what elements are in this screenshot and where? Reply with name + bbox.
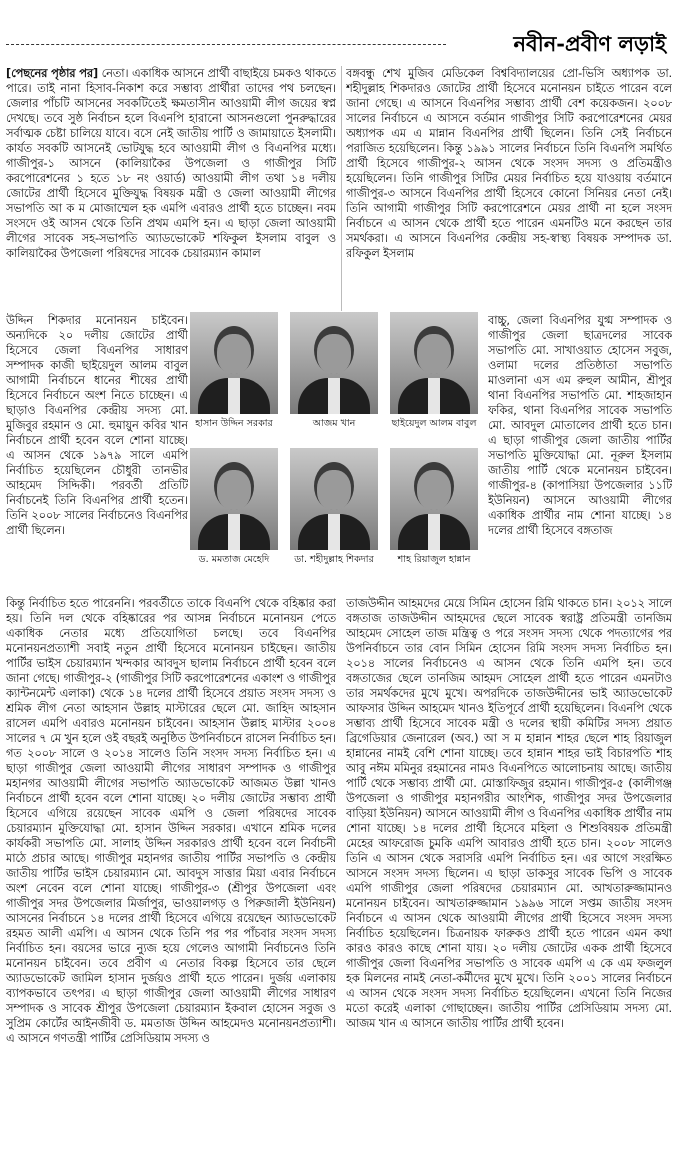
left-column-bottom: [6, 596, 336, 1170]
photo-caption: হাসান উদ্দিন সরকার: [195, 418, 273, 429]
photo-card: [290, 312, 378, 430]
photo-caption: ডা. শহীদুল্লাহ শিকদার: [294, 554, 374, 565]
article-text-left-top: নেতা। একাধিক আসনে প্রার্থী বাছাইয়ে চমকও থাকতে পারে। তাই নানা হিসাব-নিকাশ করে সম্ভাব্য প্রার্থীরা তাদের পথ চলছেন। জেলার পাঁচটি আসনের সবকটিতেই ক্ষমতাসীন আওয়ামী লীগ জয়ের স্বপ্ন দেখছে। তবে সুষ্ঠ নির্বাচন হলে বিএনপি হারানো আসনগুলো পুনরুদ্ধারের সর্বাত্মক চেষ্টা চালিয়ে যাবে। বসে নেই জাতীয় পার্টি ও জামায়াতে ইসলামী। কার্যত সবকটি আসনেই ভোটযুদ্ধ হবে আওয়ামী লীগ ও বিএনপির মধ্যে। গাজীপুর-১ আসনে (কালিয়াকৈর উপজেলা ও গাজীপুর সিটি করপোরেশনের ১ হতে ১৮ নং ওয়ার্ড) আওয়ামী লীগ তথা ১৪ দলীয় জোটের প্রার্থী হিসেবে মুক্তিযুদ্ধ বিষয়ক মন্ত্রী ও জেলা আওয়ামী লীগের সভাপতি আ ক ম মোজাম্মেল হক এমপি এবারও প্রার্থী হতে চাচ্ছেন। নবম সংসদে ওই আসন থেকে তিনি প্রথম এমপি হন। এ ছাড়া জেলা আওয়ামী লীগের সাবেক সহ-সভাপতি অ্যাডভোকেট শফিকুল ইসলাম বাবুল ও কালিয়াকৈর উপজেলা পরিষদের সাবেক চেয়ারম্যান কামাল: [6, 67, 336, 260]
headline-rule: [6, 44, 446, 45]
photo-caption: শাহ রিয়াজুল হান্নান: [397, 554, 471, 565]
photo-card: [190, 448, 278, 566]
photo-caption: ড. মমতাজ মেহেদি: [198, 554, 270, 565]
portrait-photo: [290, 312, 378, 414]
portrait-photo: [390, 448, 478, 550]
right-column-bottom: [346, 596, 672, 1170]
headline-bar: [6, 30, 672, 58]
column-divider: [341, 66, 342, 311]
portrait-photo: [190, 312, 278, 414]
left-column-top: [6, 66, 336, 313]
portrait-photo: [290, 448, 378, 550]
photo-card: [390, 312, 478, 430]
headline: নবীন-প্রবীণ লড়াই: [505, 30, 666, 58]
right-column-top: [346, 66, 672, 313]
portrait-photo: [390, 312, 478, 414]
left-column-middle: [6, 313, 188, 596]
photo-card: [290, 448, 378, 566]
photo-card: [390, 448, 478, 566]
photo-caption: আজম খান: [312, 418, 356, 429]
photo-grid: [190, 312, 480, 576]
article-text-right-top: বঙ্গবন্ধু শেখ মুজিব মেডিকেল বিশ্ববিদ্যালয়ের প্রো-ভিসি অধ্যাপক ডা. শহীদুল্লাহ শিকদারও জোটের প্রার্থী হিসেবে মনোনয়ন চাইতে পারেন বলে জানা গেছে। এ আসনে বিএনপির সম্ভাব্য প্রার্থী বেশ কয়েকজন। ২০০৮ সালের নির্বাচনে এ আসনে বর্তমান গাজীপুর সিটি করপোরেশনের মেয়র অধ্যাপক এম এ মান্নান বিএনপির প্রার্থী ছিলেন। তিনি সেই নির্বাচনে পরাজিত হয়েছিলেন। কিন্তু ১৯৯১ সালের নির্বাচনে তিনি বিএনপি সমর্থিত প্রার্থী হিসেবে গাজীপুর-২ আসন থেকে সংসদ সদস্য ও প্রতিমন্ত্রীও হয়েছিলেন। তিনি গাজীপুর সিটির মেয়র নির্বাচিত হয়ে যাওয়ায় বর্তমানে গাজীপুর-৩ আসনে বিএনপির প্রার্থী হিসেবে কোনো সিনিয়র নেতা নেই। তিনি আগামী গাজীপুর সিটি করপোরেশনে মেয়র প্রার্থী না হলে সংসদ নির্বাচনে এ আসন থেকে প্রার্থী হতে পারেন এমনটিও মনে করছেন তার সমর্থকরা। এ আসনে বিএনপির কেন্দ্রীয় সহ-স্বাস্থ্য বিষয়ক সম্পাদক ডা. রফিকুল ইসলাম: [346, 67, 672, 260]
article-text-left-middle: উদ্দিন শিকদার মনোনয়ন চাইবেন। অন্যদিকে ২০ দলীয় জোটের প্রার্থী হিসেবে জেলা বিএনপির সাধারণ সম্পাদক কাজী ছাইয়েদুল আলম বাবুল আগামী নির্বাচনে ধানের শীষের প্রার্থী হিসেবে নির্বাচনে অংশ নিতে চাচ্ছেন। এ ছাড়াও বিএনপির কেন্দ্রীয় সদস্য মো. মুজিবুর রহমান ও মো. হুমায়ুন কবির খান নির্বাচনে প্রার্থী হবেন বলে শোনা যাচ্ছে। এ আসন থেকে ১৯৭৯ সালে এমপি নির্বাচিত হয়েছিলেন চৌধুরী তানভীর আহমেদ সিদ্দিকী। পরবর্তী প্রতিটি নির্বাচনেই তিনি বিএনপির প্রার্থী হতেন। তিনি ২০০৮ সালের নির্বাচনেও বিএনপির প্রার্থী ছিলেন।: [6, 314, 188, 537]
article-text-right-middle: বাচ্চু, জেলা বিএনপির যুগ্ম সম্পাদক ও গাজীপুর জেলা ছাত্রদলের সাবেক সভাপতি মো. সাখাওয়াত হোসেন সবুজ, ওলামা দলের প্রতিষ্ঠাতা সভাপতি মাওলানা এস এম রুহুল আমীন, শ্রীপুর থানা বিএনপির সভাপতি মো. শাহজাহান ফকির, থানা বিএনপির সাবেক সভাপতি মো. আবদুল মোতালেব প্রার্থী হতে চান। এ ছাড়া গাজীপুর জেলা জাতীয় পার্টির সভাপতি মুক্তিযোদ্ধা মো. নূরুল ইসলাম জাতীয় পার্টি থেকে মনোনয়ন চাইবেন। গাজীপুর-৪ (কাপাসিয়া উপজেলার ১১টি ইউনিয়ন) আসনে আওয়ামী লীগের একাধিক প্রার্থীর নাম শোনা যাচ্ছে। ১৪ দলের প্রার্থী হিসেবে বঙ্গতাজ: [488, 314, 672, 537]
article-text-left-bottom: কিন্তু নির্বাচিত হতে পারেননি। পরবর্তীতে তাকে বিএনপি থেকে বহিষ্কার করা হয়। তিনি দল থেকে বহিষ্কারের পর আসন্ন নির্বাচনে মনোনয়ন পেতে একাধিক নেতার মধ্যে প্রতিযোগিতা চলছে। তবে বিএনপির মনোনয়নপ্রত্যাশী সবাই নতুন প্রার্থী হিসেবে মনোনয়ন চাইছেন। জাতীয় পার্টির ভাইস চেয়ারম্যান খন্দকার আবদুস ছালাম নির্বাচনে প্রার্থী হবেন বলে জানা গেছে। গাজীপুর-২ (গাজীপুর সিটি করপোরেশনের একাংশ ও গাজীপুর ক্যান্টনমেন্ট এলাকা) থেকে ১৪ দলের প্রার্থী হিসেবে প্রয়াত সংসদ সদস্য ও শ্রমিক লীগ নেতা আহসান উল্লাহ মাস্টারের ছেলে মো. জাহিদ আহসান রাসেল এমপি এবারও মনোনয়ন চাইবেন। আহসান উল্লাহ মাস্টার ২০০৪ সালের ৭ মে খুন হলে ওই বছরই অনুষ্ঠিত উপনির্বাচনে রাসেল নির্বাচিত হন। গত ২০০৮ সালে ও ২০১৪ সালেও তিনি সংসদ সদস্য নির্বাচিত হন। এ ছাড়া গাজীপুর জেলা আওয়ামী লীগের সাধারণ সম্পাদক ও গাজীপুর মহানগর আওয়ামী লীগের সভাপতি অ্যাডভোকেট আজমত উল্লা খানও নির্বাচনে প্রার্থী হবেন বলে শোনা যাচ্ছে। ২০ দলীয় জোটের সম্ভাব্য প্রার্থী হিসেবে এগিয়ে রয়েছেন সাবেক এমপি ও জেলা পরিষদের সাবেক চেয়ারম্যান মুক্তিযোদ্ধা মো. হাসান উদ্দিন সরকার। এখানে শ্রমিক দলের কার্যকরী সভাপতি মো. সালাহ উদ্দিন সরকারও প্রার্থী হবেন বলে নির্বাচনী মাঠে প্রচার আছে। গাজীপুর মহানগর জাতীয় পার্টির সভাপতি ও কেন্দ্রীয় জাতীয় পার্টির ভাইস চেয়ারম্যান মো. আবদুস সাত্তার মিয়া এবার নির্বাচনে অংশ নেবেন বলে শোনা যাচ্ছে। গাজীপুর-৩ (শ্রীপুর উপজেলা এবং গাজীপুর সদর উপজেলার মির্জাপুর, ভাওয়ালগড় ও পিরুজালী ইউনিয়ন) আসনের নির্বাচনে ১৪ দলের প্রার্থী হিসেবে এগিয়ে রয়েছেন অ্যাডভোকেট রহমত আলী এমপি। এ আসন থেকে তিনি পর পর পাঁচবার সংসদ সদস্য নির্বাচিত হন। বয়সের ভারে ন্যুজ হয়ে গেলেও আগামী নির্বাচনেও তিনি মনোনয়ন চাইবেন। তবে প্রবীণ এ নেতার বিকল্প হিসেবে তার ছেলে অ্যাডভোকেট জামিল হাসান দুর্জয়ও প্রার্থী হতে পারেন। দুর্জয় এলাকায় ব্যাপকভাবে তৎপর। এ ছাড়া গাজীপুর জেলা আওয়ামী লীগের সাধারণ সম্পাদক ও সাবেক শ্রীপুর উপজেলা চেয়ারম্যান ইকবাল হোসেন সবুজ ও সুপ্রিম কোর্টের আইনজীবী ড. মমতাজ উদ্দিন আহমেদও মনোনয়নপ্রত্যাশী। এ আসনে গণতন্ত্রী পার্টির প্রেসিডিয়াম সদস্য ও: [6, 597, 336, 1045]
article-text-right-bottom: তাজউদ্দীন আহমদের মেয়ে সিমিন হোসেন রিমি থাকতে চান। ২০১২ সালে বঙ্গতাজ তাজউদ্দীন আহমদের ছেলে সাবেক স্বরাষ্ট্র প্রতিমন্ত্রী তানজিম আহমেদ সোহেল তাজ মন্ত্রিত্ব ও পরে সংসদ সদস্য থেকে পদত্যাগের পর উপনির্বাচনে তার বোন সিমিন হোসেন রিমি সংসদ সদস্য নির্বাচিত হন। ২০১৪ সালের নির্বাচনেও এ আসন থেকে তিনি এমপি হন। তবে বঙ্গতাজের ছেলে তানজিম আহমদ সোহেল প্রার্থী হতে পারেন এমনটাও তার সমর্থকদের মুখে মুখে। অপরদিকে তাজউদ্দীনের ভাই অ্যাডভোকেট আফসার উদ্দিন আহমেদ খানও ইতিপূর্বে প্রার্থী হয়েছিলেন। বিএনপি থেকে সম্ভাব্য প্রার্থী হিসেবে সাবেক মন্ত্রী ও দলের স্থায়ী কমিটির সদস্য প্রয়াত ব্রিগেডিয়ার জেনারেল (অব.) আ স ম হান্নান শাহর ছেলে শাহ রিয়াজুল হান্নানের নামই বেশি শোনা যাচ্ছে। তবে হান্নান শাহর ভাই বিচারপতি শাহ আবু নঈম মমিনুর রহমানের নামও বিএনপিতে আলোচনায় আছে। জাতীয় পার্টি থেকে সম্ভাব্য প্রার্থী মো. মোস্তাফিজুর রহমান। গাজীপুর-৫ (কালীগঞ্জ উপজেলা ও গাজীপুর মহানগরীর আংশিক, গাজীপুর সদর উপজেলার বাড়িয়া ইউনিয়ন) আসনে আওয়ামী লীগ ও বিএনপির একাধিক প্রার্থীর নাম শোনা যাচ্ছে। ১৪ দলের প্রার্থী হিসেবে মহিলা ও শিশুবিষয়ক প্রতিমন্ত্রী মেহের আফরোজ চুমকি এমপি আবারও প্রার্থী হতে চান। ২০০৮ সালেও তিনি এ আসন থেকে সরাসরি এমপি নির্বাচিত হন। এর আগে সংরক্ষিত আসনে সংসদ সদস্য ছিলেন। এ ছাড়া ডাকসুর সাবেক ভিপি ও সাবেক এমপি গাজীপুর জেলা পরিষদের চেয়ারম্যান মো. আখতারুজ্জামানও মনোনয়ন চাইবেন। আখতারুজ্জামান ১৯৯৬ সালে সপ্তম জাতীয় সংসদ নির্বাচনে এ আসন থেকে আওয়ামী লীগের প্রার্থী হিসেবে সংসদ সদস্য নির্বাচিত হয়েছিলেন। চিত্রনায়ক ফারুকও প্রার্থী হতে পারেন এমন কথা কারও কারও কাছে শোনা যায়। ২০ দলীয় জোটের একক প্রার্থী হিসেবে গাজীপুর জেলা বিএনপির সভাপতি ও সাবেক এমপি এ কে এম ফজলুল হক মিলনের নামই নেতা-কর্মীদের মুখে মুখে। তিনি ২০০১ সালের নির্বাচনে এ আসন থেকে সংসদ সদস্য নির্বাচিত হয়েছিলেন। এখনো তিনি নিজের মতো করেই এলাকা গোছাচ্ছেন। জাতীয় পার্টির প্রেসিডিয়াম সদস্য মো. আজম খান এ আসনে জাতীয় পার্টির প্রার্থী হবেন।: [346, 597, 672, 1030]
continued-from-label: [পেছনের পৃষ্ঠার পর]: [6, 67, 99, 80]
right-column-middle: [488, 313, 672, 596]
portrait-photo: [190, 448, 278, 550]
photo-caption: ছাইয়েদুল আলম বাবুল: [391, 418, 477, 429]
photo-card: [190, 312, 278, 430]
